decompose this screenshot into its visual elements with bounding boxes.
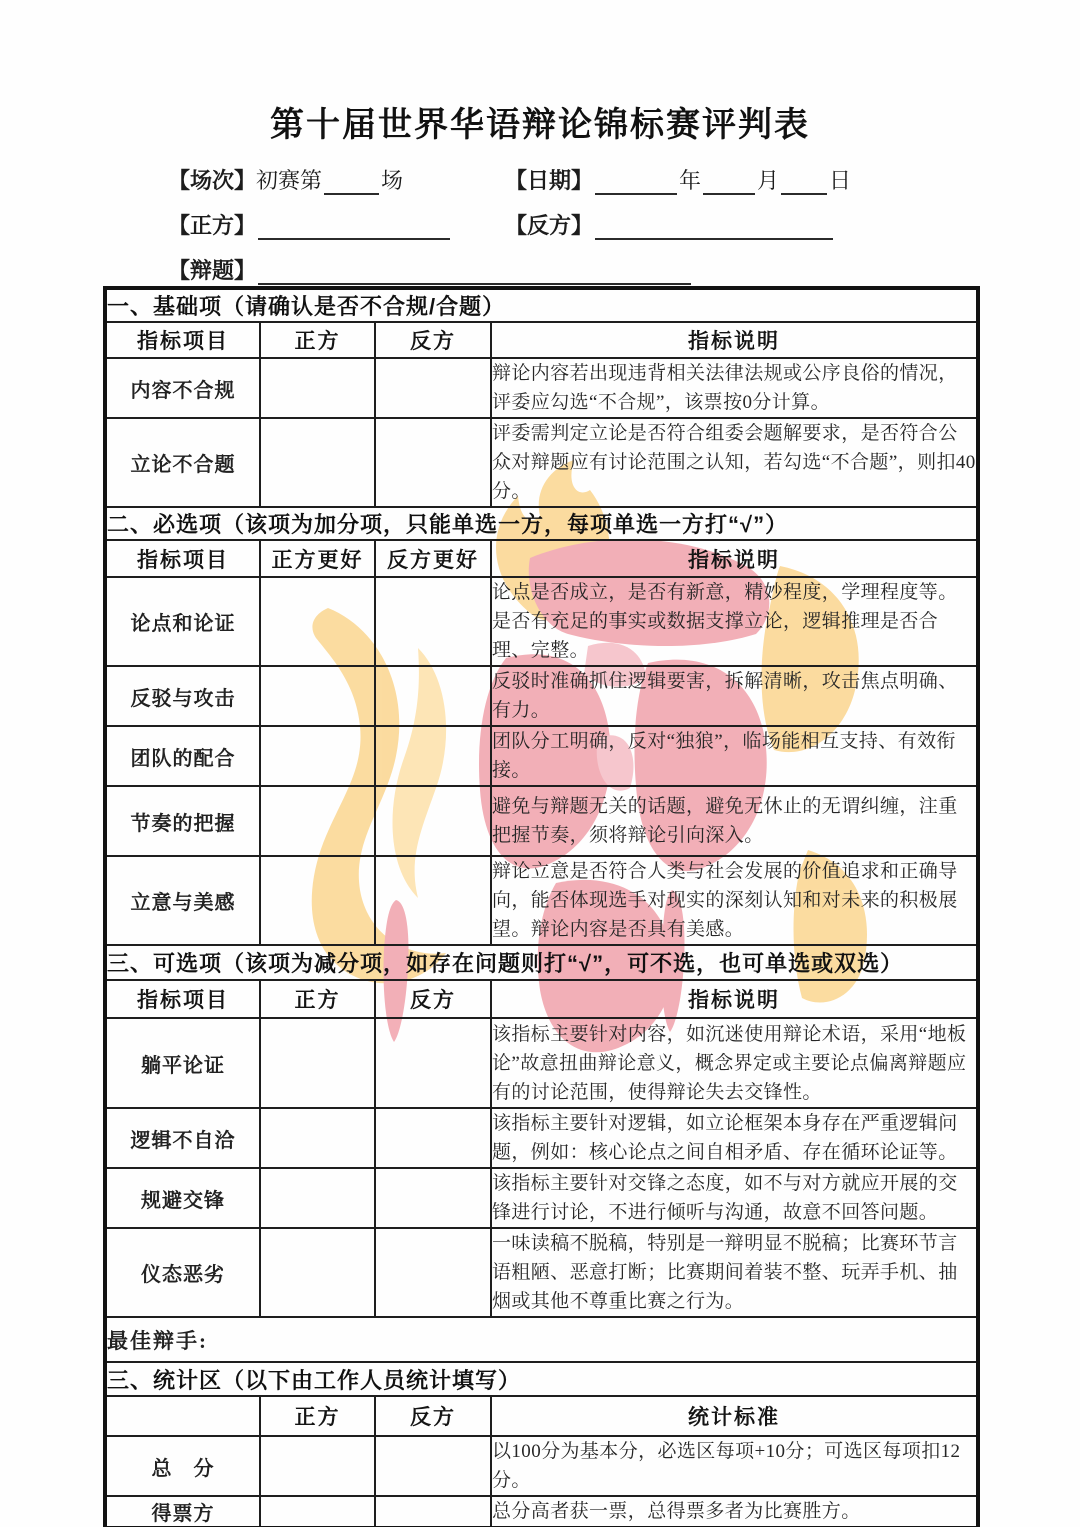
item-desc: 该指标主要针对逻辑，如立论框架本身存在严重逻辑问题，例如：核心论点之间自相矛盾、存在循环论证等。	[491, 1108, 978, 1168]
item-label: 反驳与攻击	[105, 666, 260, 726]
pro-score-cell[interactable]	[260, 1228, 375, 1317]
con-score-cell[interactable]	[375, 1108, 491, 1168]
item-desc: 该指标主要针对内容，如沉迷使用辩论术语，采用“地板论”故意扭曲辩论意义，概念界定或主要论点偏离辩题应有的讨论范围，使得辩论失去交锋性。	[491, 1018, 978, 1108]
item-label: 躺平论证	[105, 1018, 260, 1108]
item-label: 仪态恶劣	[105, 1228, 260, 1317]
table-row	[105, 1168, 978, 1228]
pro-score-cell[interactable]	[260, 1018, 375, 1108]
session-label: 【场次】	[168, 168, 257, 193]
pro-score-cell[interactable]	[260, 577, 375, 666]
month-blank[interactable]	[703, 169, 755, 195]
month-suffix: 月	[757, 168, 780, 193]
table-row	[105, 1436, 978, 1496]
item-desc: 评委需判定立论是否符合组委会题解要求，是否符合公众对辩题应有讨论范围之认知，若勾选“不合题”，则扣40分。	[491, 418, 978, 507]
table-row	[105, 856, 978, 945]
col-header-item: 指标项目	[105, 322, 260, 358]
section-heading-stats: 三、统计区（以下由工作人员统计填写）	[105, 1362, 978, 1396]
table-row	[105, 666, 978, 726]
col-header-item: 指标项目	[105, 980, 260, 1018]
item-desc: 论点是否成立，是否有新意，精妙程度，学理程度等。是否有充足的事实或数据支撑立论，逻辑推理是否合理、完整。	[491, 577, 978, 666]
session-suffix: 场	[381, 168, 404, 193]
con-score-cell[interactable]	[375, 577, 491, 666]
table-row	[105, 726, 978, 786]
con-score-cell[interactable]	[375, 358, 491, 418]
stat-desc: 以100分为基本分，必选区每项+10分；可选区每项扣12分。	[491, 1436, 978, 1496]
pro-score-cell[interactable]	[260, 786, 375, 856]
item-label: 立意与美感	[105, 856, 260, 945]
pro-score-cell[interactable]	[260, 1108, 375, 1168]
table-row	[105, 577, 978, 666]
pro-label: 【正方】	[168, 213, 257, 238]
con-label: 【反方】	[505, 213, 594, 238]
best-debater-row	[105, 1317, 978, 1362]
item-desc: 避免与辩题无关的话题，避免无休止的无谓纠缠，注重把握节奏，须将辩论引向深入。	[491, 786, 978, 856]
table-row	[105, 1228, 978, 1317]
con-team-field	[505, 209, 835, 240]
best-debater-label[interactable]: 最佳辩手:	[105, 1317, 978, 1362]
col-header-con-better: 反方更好	[375, 540, 491, 577]
section-heading-optional: 三、可选项（该项为减分项，如存在问题则打“√”，可不选，也可单选或双选）	[105, 945, 978, 980]
item-label: 内容不合规	[105, 358, 260, 418]
page-title: 第十届世界华语辩论锦标赛评判表	[270, 106, 810, 144]
item-desc: 团队分工明确，反对“独狼”，临场能相互支持、有效衔接。	[491, 726, 978, 786]
session-field	[168, 164, 505, 195]
header-row-session-date	[168, 150, 1080, 195]
stat-desc: 总分高者获一票，总得票多者为比赛胜方。	[491, 1496, 978, 1527]
col-header-desc: 指标说明	[491, 980, 978, 1018]
pro-score-cell[interactable]	[260, 358, 375, 418]
con-score-cell[interactable]	[375, 418, 491, 507]
table-row	[105, 1018, 978, 1108]
col-header-standard: 统计标准	[491, 1396, 978, 1436]
pro-score-cell[interactable]	[260, 1168, 375, 1228]
col-header-con: 反方	[375, 1396, 491, 1436]
item-desc: 辩论立意是否符合人类与社会发展的价值追求和正确导向，能否体现选手对现实的深刻认知和对未来的积极展望。辩论内容是否具有美感。	[491, 856, 978, 945]
con-score-cell[interactable]	[375, 1168, 491, 1228]
col-header-con: 反方	[375, 322, 491, 358]
con-score-cell[interactable]	[375, 1228, 491, 1317]
col-header-pro-better: 正方更好	[260, 540, 375, 577]
header-row-teams	[168, 195, 1080, 240]
section-heading-basic: 一、基础项（请确认是否不合规/合题）	[105, 288, 978, 322]
topic-field	[168, 254, 693, 285]
item-label: 团队的配合	[105, 726, 260, 786]
session-number-blank[interactable]	[324, 169, 379, 195]
year-suffix: 年	[679, 168, 702, 193]
table-row	[105, 1108, 978, 1168]
col-header-con: 反方	[375, 980, 491, 1018]
table-row	[105, 418, 978, 507]
topic-label: 【辩题】	[168, 258, 257, 283]
date-label: 【日期】	[505, 168, 594, 193]
con-score-cell[interactable]	[375, 1018, 491, 1108]
item-label: 逻辑不自洽	[105, 1108, 260, 1168]
section-heading-mandatory: 二、必选项（该项为加分项，只能单选一方，每项单选一方打“√”）	[105, 507, 978, 540]
item-label: 立论不合题	[105, 418, 260, 507]
con-team-blank[interactable]	[595, 214, 833, 240]
col-header-pro: 正方	[260, 322, 375, 358]
item-desc: 一味读稿不脱稿，特别是一辩明显不脱稿；比赛环节言语粗陋、恶意打断；比赛期间着装不整、玩弄手机、抽烟或其他不尊重比赛之行为。	[491, 1228, 978, 1317]
col-header-empty	[105, 1396, 260, 1436]
item-label: 规避交锋	[105, 1168, 260, 1228]
col-header-desc: 指标说明	[491, 322, 978, 358]
session-prefix: 初赛第	[256, 168, 323, 193]
item-label: 节奏的把握	[105, 786, 260, 856]
year-blank[interactable]	[595, 169, 677, 195]
con-vote-cell[interactable]	[375, 1496, 491, 1527]
con-score-cell[interactable]	[375, 856, 491, 945]
day-blank[interactable]	[781, 169, 827, 195]
item-desc: 反驳时准确抓住逻辑要害，拆解清晰，攻击焦点明确、有力。	[491, 666, 978, 726]
stat-label-total: 总 分	[105, 1436, 260, 1496]
pro-score-cell[interactable]	[260, 418, 375, 507]
item-desc: 该指标主要针对交锋之态度，如不与对方就应开展的交锋进行讨论，不进行倾听与沟通，故意不回答问题。	[491, 1168, 978, 1228]
con-total-cell[interactable]	[375, 1436, 491, 1496]
con-score-cell[interactable]	[375, 726, 491, 786]
pro-score-cell[interactable]	[260, 666, 375, 726]
pro-vote-cell[interactable]	[260, 1496, 375, 1527]
col-header-desc: 指标说明	[491, 540, 978, 577]
item-desc: 辩论内容若出现违背相关法律法规或公序良俗的情况，评委应勾选“不合规”，该票按0分计算。	[491, 358, 978, 418]
con-score-cell[interactable]	[375, 786, 491, 856]
date-field	[505, 164, 851, 195]
pro-total-cell[interactable]	[260, 1436, 375, 1496]
col-header-pro: 正方	[260, 1396, 375, 1436]
col-header-pro: 正方	[260, 980, 375, 1018]
table-row	[105, 1496, 978, 1527]
pro-team-blank[interactable]	[258, 214, 450, 240]
col-header-item: 指标项目	[105, 540, 260, 577]
table-row	[105, 786, 978, 856]
pro-team-field	[168, 209, 505, 240]
con-score-cell[interactable]	[375, 666, 491, 726]
pro-score-cell[interactable]	[260, 856, 375, 945]
topic-blank[interactable]	[258, 259, 691, 285]
pro-score-cell[interactable]	[260, 726, 375, 786]
header-row-topic	[168, 240, 1080, 285]
item-label: 论点和论证	[105, 577, 260, 666]
day-suffix: 日	[829, 168, 852, 193]
evaluation-table	[103, 286, 980, 1527]
table-row	[105, 358, 978, 418]
stat-label-vote: 得票方	[105, 1496, 260, 1527]
